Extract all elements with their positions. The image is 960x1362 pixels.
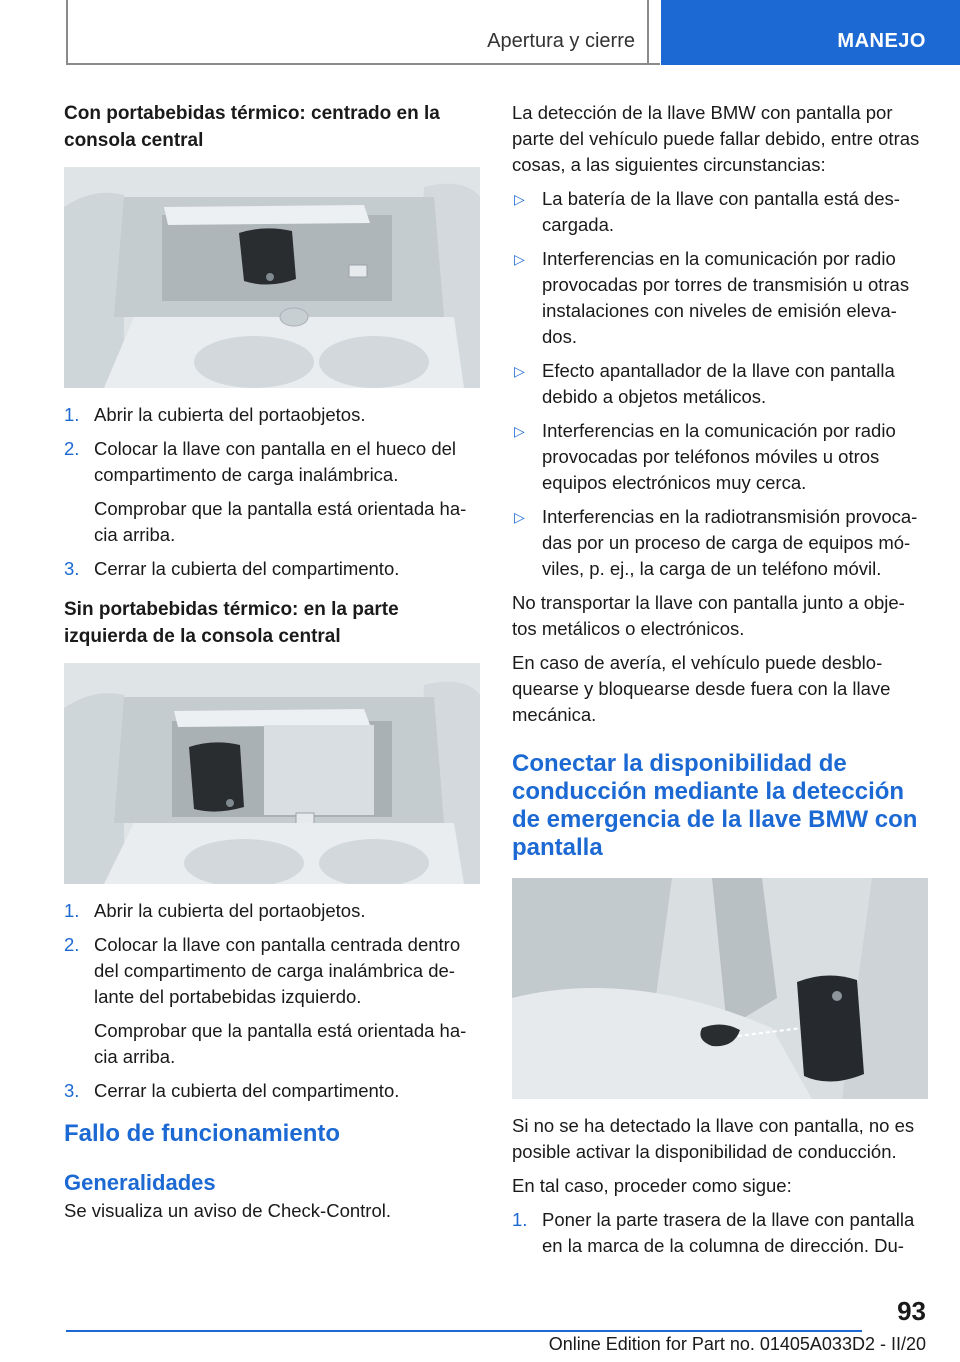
- footer-edition: Online Edition for Part no. 01405A033D2 - II/20: [548, 1334, 926, 1354]
- step-number: 3.: [64, 558, 80, 579]
- header-chapter-tab[interactable]: [661, 0, 960, 65]
- step-item: [64, 436, 480, 548]
- bullet-text: Interferencias en la radiotransmisión provoca‐ das por un proceso de carga de equipos mó‐ viles, p. ej., la carga de un teléfono móvil.: [542, 506, 918, 579]
- step-item: [64, 1078, 480, 1104]
- paragraph-metal-objects: No transportar la llave con pantalla junto a obje‐ tos metálicos o electrónicos.: [512, 592, 905, 639]
- step-number: 1.: [64, 404, 80, 425]
- section-heading-left: Sin portabebidas térmico: en la parte izquierda de la consola central: [64, 599, 399, 647]
- section-heading-centered: Con portabebidas térmico: centrado en la consola central: [64, 103, 440, 151]
- step-item: [64, 556, 480, 582]
- steering-column-image: [512, 878, 928, 1099]
- bullet-text: Efecto apantallador de la llave con pantalla debido a objetos metálicos.: [542, 360, 895, 407]
- paragraph-not-detected: Si no se ha detectado la llave con pantalla, no es posible activar la disponibilidad de conducción.: [512, 1115, 915, 1162]
- step-number: 2.: [64, 438, 80, 459]
- steering-column-illustration: [512, 878, 928, 1099]
- step-text: Abrir la cubierta del portaobjetos.: [94, 404, 366, 425]
- step-item: [64, 402, 480, 428]
- bullet-text: Interferencias en la comunicación por radio provocadas por torres de transmisión u otras instalaciones con niveles de emisión eleva‐ dos.: [542, 248, 910, 347]
- step-item: [64, 932, 480, 1070]
- header-rule-left: [66, 0, 68, 64]
- footer-rule: [66, 1330, 862, 1332]
- subsection-heading-general: Generalidades: [64, 1170, 216, 1195]
- step-item: [64, 898, 480, 924]
- bullet-triangle-icon: ▷: [514, 423, 525, 439]
- console-left-image: [64, 663, 480, 884]
- section-heading-malfunction: Fallo de funcionamiento: [64, 1120, 341, 1147]
- console-illustration-centered: [64, 167, 480, 388]
- steps-list-centered: [64, 402, 480, 582]
- bullet-item: [512, 358, 928, 410]
- steps-list-left: [64, 898, 480, 1104]
- step-number: 1.: [64, 900, 80, 921]
- bullet-item: [512, 418, 928, 496]
- step-number: 1.: [512, 1209, 528, 1230]
- paragraph-mechanical-key: En caso de avería, el vehículo puede desblo‐ quearse y bloquearse desde fuera con la llave mecánica.: [512, 652, 891, 725]
- console-illustration-left: [64, 663, 480, 884]
- paragraph-intro: La detección de la llave BMW con pantalla por parte del vehículo puede fallar debido, entre otras cosas, a las siguientes circunstancias:: [512, 102, 920, 175]
- paragraph-check-control: Se visualiza un aviso de Check-Control.: [64, 1200, 391, 1221]
- bullet-triangle-icon: ▷: [514, 191, 525, 207]
- step-subtext: Comprobar que la pantalla está orientada ha‐ cia arriba.: [94, 498, 467, 545]
- step-text: Abrir la cubierta del portaobjetos.: [94, 900, 366, 921]
- page-number: 93: [897, 1296, 926, 1326]
- bullet-item: [512, 504, 928, 582]
- step-text: Colocar la llave con pantalla en el hueco del compartimento de carga inalámbrica.: [94, 438, 457, 485]
- bullet-text: La batería de la llave con pantalla está des‐ cargada.: [542, 188, 900, 235]
- bullet-triangle-icon: ▷: [514, 251, 525, 267]
- bullet-text: Interferencias en la comunicación por radio provocadas por teléfonos móviles u otros equipos electrónicos muy cerca.: [542, 420, 896, 493]
- bullet-item: [512, 186, 928, 238]
- header-section-title: Apertura y cierre: [487, 30, 635, 52]
- circumstances-list: [512, 186, 928, 582]
- header-chapter-label: MANEJO: [837, 30, 926, 52]
- step-number: 2.: [64, 934, 80, 955]
- step-text: Poner la parte trasera de la llave con pantalla en la marca de la columna de dirección. Du‐: [542, 1209, 915, 1256]
- step-item: [512, 1207, 928, 1259]
- step-text: Cerrar la cubierta del compartimento.: [94, 558, 400, 579]
- right-column: [512, 100, 928, 1267]
- console-centered-image: [64, 167, 480, 388]
- left-column: [64, 100, 480, 1224]
- bullet-item: [512, 246, 928, 350]
- bullet-triangle-icon: ▷: [514, 363, 525, 379]
- steps-list-emergency: [512, 1207, 928, 1259]
- paragraph-proceed: En tal caso, proceder como sigue:: [512, 1175, 792, 1196]
- bullet-triangle-icon: ▷: [514, 509, 525, 525]
- step-text: Colocar la llave con pantalla centrada dentro del compartimento de carga inalámbrica de‐ lante del portabebidas izquierdo.: [94, 934, 461, 1007]
- header-rule-mid: [647, 0, 649, 64]
- step-subtext: Comprobar que la pantalla está orientada ha‐ cia arriba.: [94, 1020, 467, 1067]
- section-heading-emergency-detection: Conectar la disponibilidad de conducción mediante la detección de emergencia de la llave BMW con pantalla: [512, 750, 918, 861]
- step-text: Cerrar la cubierta del compartimento.: [94, 1080, 400, 1101]
- step-number: 3.: [64, 1080, 80, 1101]
- header-rule-bottom: [66, 63, 660, 65]
